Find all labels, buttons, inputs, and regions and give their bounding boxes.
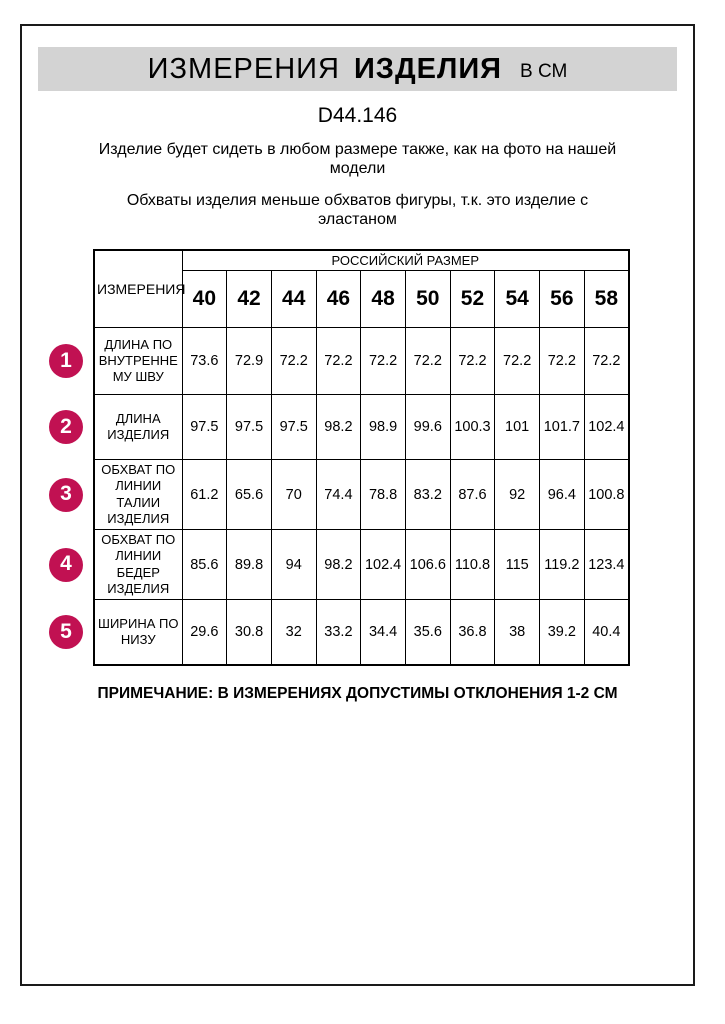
model-code: D44.146 (317, 104, 398, 127)
row-number-badge: 5 (49, 615, 83, 649)
measurement-label-cell (60, 530, 182, 600)
measurement-value: 83.2 (405, 460, 450, 530)
size-col-52: 52 (450, 271, 495, 328)
measurement-value: 115 (495, 530, 540, 600)
measurements-table (60, 249, 630, 666)
size-group-header: РОССИЙСКИЙ РАЗМЕР (182, 250, 629, 271)
table-row (94, 600, 629, 665)
measurement-value: 39.2 (540, 600, 585, 665)
elastane-note: Обхваты изделия меньше обхватов фигуры, т.к. это изделие с эластаном (126, 191, 589, 228)
measurement-label-text: ДЛИНА ИЗДЕЛИЯ (107, 410, 170, 442)
measurement-value: 72.2 (450, 328, 495, 395)
table-row (94, 530, 629, 600)
title-unit: В СМ (520, 61, 568, 82)
measurement-value: 102.4 (584, 395, 629, 460)
measurement-value: 29.6 (182, 600, 227, 665)
measurement-value: 123.4 (584, 530, 629, 600)
fit-note: Изделие будет сидеть в любом размере также, как на фото на нашей модели (98, 141, 617, 177)
size-col-54: 54 (495, 271, 540, 328)
measurement-value: 72.2 (316, 328, 361, 395)
measurement-label-cell (60, 328, 182, 395)
measurement-value: 38 (495, 600, 540, 665)
measurement-value: 102.4 (361, 530, 406, 600)
measurement-value: 72.2 (584, 328, 629, 395)
measurement-value: 110.8 (450, 530, 495, 600)
measurement-value: 100.8 (584, 460, 629, 530)
measurement-value: 36.8 (450, 600, 495, 665)
measurement-value: 98.2 (316, 530, 361, 600)
size-col-40: 40 (182, 271, 227, 328)
table-row (94, 395, 629, 460)
measurement-value: 119.2 (540, 530, 585, 600)
measurement-value: 74.4 (316, 460, 361, 530)
measurement-value: 30.8 (227, 600, 272, 665)
measurement-value: 97.5 (271, 395, 316, 460)
measurement-value: 101 (495, 395, 540, 460)
measurement-value: 72.9 (227, 328, 272, 395)
size-col-42: 42 (227, 271, 272, 328)
measurement-label-text: ОБХВАТ ПО ЛИНИИ ТАЛИИ ИЗДЕЛИЯ (101, 462, 176, 526)
measurement-value: 100.3 (450, 395, 495, 460)
row-number-badge: 4 (49, 548, 83, 582)
measurement-label-cell (60, 395, 182, 460)
measurement-value: 96.4 (540, 460, 585, 530)
measurement-value: 34.4 (361, 600, 406, 665)
page-frame (20, 24, 695, 986)
measurement-value: 92 (495, 460, 540, 530)
measurement-value: 72.2 (405, 328, 450, 395)
measurement-value: 70 (271, 460, 316, 530)
measurement-value: 65.6 (227, 460, 272, 530)
measurement-value: 97.5 (227, 395, 272, 460)
measurement-value: 87.6 (450, 460, 495, 530)
measurement-value: 99.6 (405, 395, 450, 460)
size-col-58: 58 (584, 271, 629, 328)
measurement-value: 72.2 (495, 328, 540, 395)
measurement-label-text: ОБХВАТ ПО ЛИНИИ БЕДЕР ИЗДЕЛИЯ (101, 532, 176, 596)
row-number-badge: 1 (49, 344, 83, 378)
measurement-value: 61.2 (182, 460, 227, 530)
measurement-value: 97.5 (182, 395, 227, 460)
table-wrapper (60, 249, 693, 666)
title-word-measurements: ИЗМЕРЕНИЯ (147, 52, 340, 85)
measurement-value: 98.9 (361, 395, 406, 460)
size-col-48: 48 (361, 271, 406, 328)
size-col-44: 44 (271, 271, 316, 328)
group-header-row (94, 250, 629, 271)
measurement-value: 89.8 (227, 530, 272, 600)
page-title (38, 47, 677, 91)
tolerance-note: ПРИМЕЧАНИЕ: В ИЗМЕРЕНИЯХ ДОПУСТИМЫ ОТКЛОНЕНИЯ 1-2 СМ (97, 684, 618, 702)
row-number-badge: 3 (49, 478, 83, 512)
measurements-corner-header: ИЗМЕРЕНИЯ (94, 250, 182, 328)
size-col-46: 46 (316, 271, 361, 328)
measurement-value: 73.6 (182, 328, 227, 395)
measurement-value: 72.2 (540, 328, 585, 395)
measurement-value: 40.4 (584, 600, 629, 665)
measurement-label-cell (60, 460, 182, 530)
measurement-value: 94 (271, 530, 316, 600)
table-row (94, 460, 629, 530)
measurement-value: 85.6 (182, 530, 227, 600)
measurement-value: 72.2 (271, 328, 316, 395)
measurement-value: 98.2 (316, 395, 361, 460)
measurement-label-text: ДЛИНА ПО ВНУТРЕННЕМУ ШВУ (98, 336, 178, 385)
measurement-value: 78.8 (361, 460, 406, 530)
table-row (94, 328, 629, 395)
measurement-value: 32 (271, 600, 316, 665)
measurement-value: 35.6 (405, 600, 450, 665)
measurement-value: 72.2 (361, 328, 406, 395)
title-word-garment: ИЗДЕЛИЯ (353, 52, 503, 85)
size-col-50: 50 (405, 271, 450, 328)
row-number-badge: 2 (49, 410, 83, 444)
size-col-56: 56 (540, 271, 585, 328)
measurement-value: 33.2 (316, 600, 361, 665)
measurement-label-text: ШИРИНА ПО НИЗУ (98, 615, 179, 647)
measurement-value: 106.6 (405, 530, 450, 600)
measurement-value: 101.7 (540, 395, 585, 460)
measurement-label-cell (60, 600, 182, 665)
